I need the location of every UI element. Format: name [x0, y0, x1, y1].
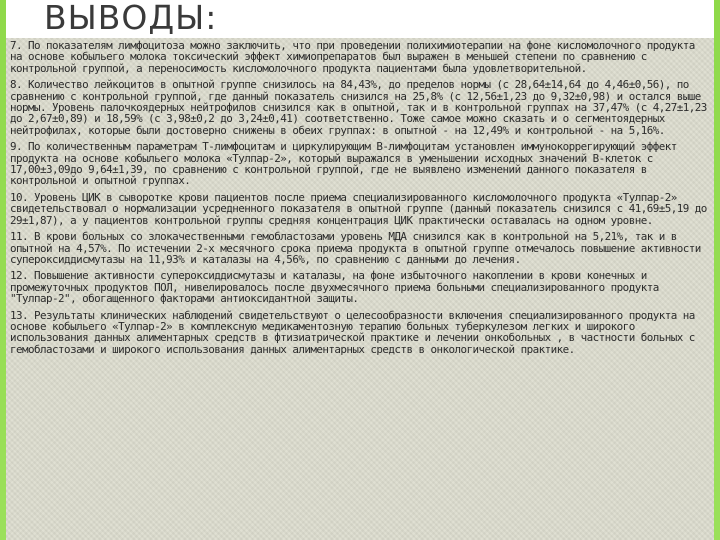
right-accent-stripe: [714, 0, 720, 540]
conclusion-8: 8. Количество лейкоцитов в опытной группе снизилось на 84,43%, до пределов нормы (с 28,64±14,64 до 4,46±0,56), по сравнению с контрольной группой, где данный показатель снизился на 25,8% (с 12,56±1,23 до 9,32±0,98) и остался выше нормы. Уровень палочкоядерных нейтрофилов снизился как в опытной, так и в контрольной группах на 37,47% (с 4,27±1,23 до 2,67±0,89) и 18,59% (с 3,98±0,2 до 3,24±0,41) соответственно. Тоже самое можно сказать и о сегментоядерных нейтрофилах, которые были достоверно снижены в обеих группах: в опытной - на 12,49% и контрольной - на 5,16%.: [10, 78, 707, 137]
conclusion-11: 11. В крови больных со злокачественными гемобластозами уровень МДА снизился как в контрольной на 5,21%, так и в опытной на 4,57%. По истечении 2-х месячного срока приема продукта в опытной группе отмечалось повышение активности супероксиддисмутазы на 11,93% и каталазы на 4,56%, по сравнению с данными до лечения.: [10, 230, 701, 266]
conclusion-12: 12. Повышение активности супероксиддисмутазы и каталазы, на фоне избыточного накоплении в крови конечных и промежуточных продуктов ПОЛ, нивелировалось после двухмесячного приема больными специализированного продукта "Тулпар-2", обогащенного факторами антиоксидантной защиты.: [10, 269, 659, 306]
conclusion-13: 13. Результаты клинических наблюдений свидетельствуют о целесообразности включения специализированного продукта на основе кобыльего «Тулпар-2» в комплексную медикаментозную терапию больных туберкулезом легких и широкого использования данных алиментарных средств в фтизиатрической практике и лечении онкобольных , в частности больных с гемобластозами и широкого использования данных алиментарных средств в онкологической практике.: [10, 308, 695, 356]
conclusion-10: 10. Уровень ЦИК в сыворотке крови пациентов после приема специализированного кисломолочного продукта «Тулпар-2» свидетельствовал о нормализации усредненного показателя в опытной группе (данный показатель снизился с 41,69±5,19 до 29±1,87), а у пациентов контрольной группы средняя концентрация ЦИК практически оставалась на одном уровне.: [10, 190, 707, 227]
slide-title: ВЫВОДЫ:: [44, 0, 218, 37]
conclusion-9: 9. По количественным параметрам Т-лимфоцитам и циркулирующим В-лимфоцитам установлен иммунокоррегирующий эффект продукта на основе кобыльего молока «Тулпар-2», который выражался в уменьшении исходных значений В-клеток с 17,00±3,09до 9,64±1,39, по сравнению с контрольной группой, где не выявлено изменений данного показателя в контрольной и опытной группах.: [10, 140, 677, 188]
conclusion-7: 7. По показателям лимфоцитоза можно заключить, что при проведении полихимиотерапии на фоне кисломолочного продукта на основе кобыльего молока токсический эффект химиопрепаратов был выражен в меньшей степени по сравнению с контрольной группой, а переносимость кисломолочного продукта пациентами была удовлетворительной.: [10, 39, 695, 75]
conclusions-text-box: [6, 38, 714, 540]
